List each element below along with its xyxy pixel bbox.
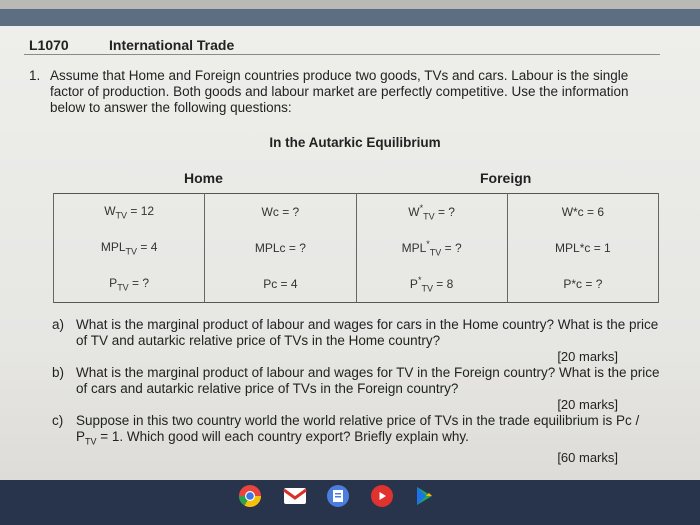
table-cell: $P^*_{TV} = 8$ bbox=[356, 266, 507, 303]
table-cell: $MPL^*_{TV}$ = ? bbox=[356, 230, 507, 266]
table-cell: Wc = ? bbox=[205, 194, 356, 231]
sub-questions bbox=[52, 317, 662, 466]
part-b-marks: [20 marks] bbox=[557, 397, 618, 412]
part-a-marks: [20 marks] bbox=[557, 349, 618, 364]
table-row bbox=[54, 266, 659, 303]
table-cell: $P_{TV}$ = ? bbox=[54, 266, 205, 303]
home-label: Home bbox=[184, 170, 223, 186]
part-b-label: b) bbox=[52, 365, 65, 380]
part-c-marks: [60 marks] bbox=[557, 449, 618, 465]
table-cell: $W_{TV} = 12$ bbox=[54, 194, 205, 231]
gmail-icon[interactable] bbox=[283, 484, 307, 508]
table-row bbox=[54, 194, 659, 231]
course-code: L1070 bbox=[29, 37, 69, 53]
course-title: International Trade bbox=[109, 37, 235, 53]
youtube-icon[interactable] bbox=[370, 484, 394, 508]
play-store-icon[interactable] bbox=[412, 484, 436, 508]
table-cell: Pc = 4 bbox=[205, 266, 356, 303]
table-row bbox=[54, 230, 659, 266]
window-top-bar bbox=[0, 0, 700, 14]
table-cell: W*c = 6 bbox=[507, 194, 658, 231]
taskbar bbox=[0, 480, 700, 525]
part-c-label: c) bbox=[52, 413, 64, 428]
table-caption: In the Autarkic Equilibrium bbox=[269, 135, 441, 150]
header-rule bbox=[24, 54, 660, 55]
table-cell: MPL*c = 1 bbox=[507, 230, 658, 266]
table-cell: $W^*_{TV}$ = ? bbox=[356, 194, 507, 231]
part-b-text: What is the marginal product of labour and wages for TV in the Foreign country? What is the price of cars and autarkic relative price of TVs in the Foreign country? bbox=[76, 365, 660, 396]
part-c-text: Suppose in this two country world the world relative price of TVs in the trade equilibrium is $Pc / P_{TV} = 1$. Which good will each country export? Briefly explain why. bbox=[76, 413, 640, 447]
docs-icon[interactable] bbox=[326, 484, 350, 508]
autarky-table bbox=[53, 193, 659, 303]
table-cell: P*c = ? bbox=[507, 266, 658, 303]
table-cell: MPLc = ? bbox=[205, 230, 356, 266]
question-text: Assume that Home and Foreign countries produce two goods, TVs and cars. Labour is the single factor of production. Both goods and labour market are perfectly competitive. Use the information below to answer the following questions: bbox=[50, 68, 629, 115]
part-a bbox=[52, 317, 662, 349]
chrome-icon[interactable] bbox=[238, 484, 262, 508]
table-cell: $MPL_{TV} = 4$ bbox=[54, 230, 205, 266]
part-c bbox=[52, 413, 662, 450]
part-a-text: What is the marginal product of labour and wages for cars in the Home country? What is the price of TV and autarkic relative price of TVs in the Home country? bbox=[76, 317, 659, 348]
question-number: 1. bbox=[29, 68, 41, 83]
part-a-label: a) bbox=[52, 317, 65, 332]
part-b bbox=[52, 365, 662, 397]
foreign-label: Foreign bbox=[480, 170, 532, 186]
